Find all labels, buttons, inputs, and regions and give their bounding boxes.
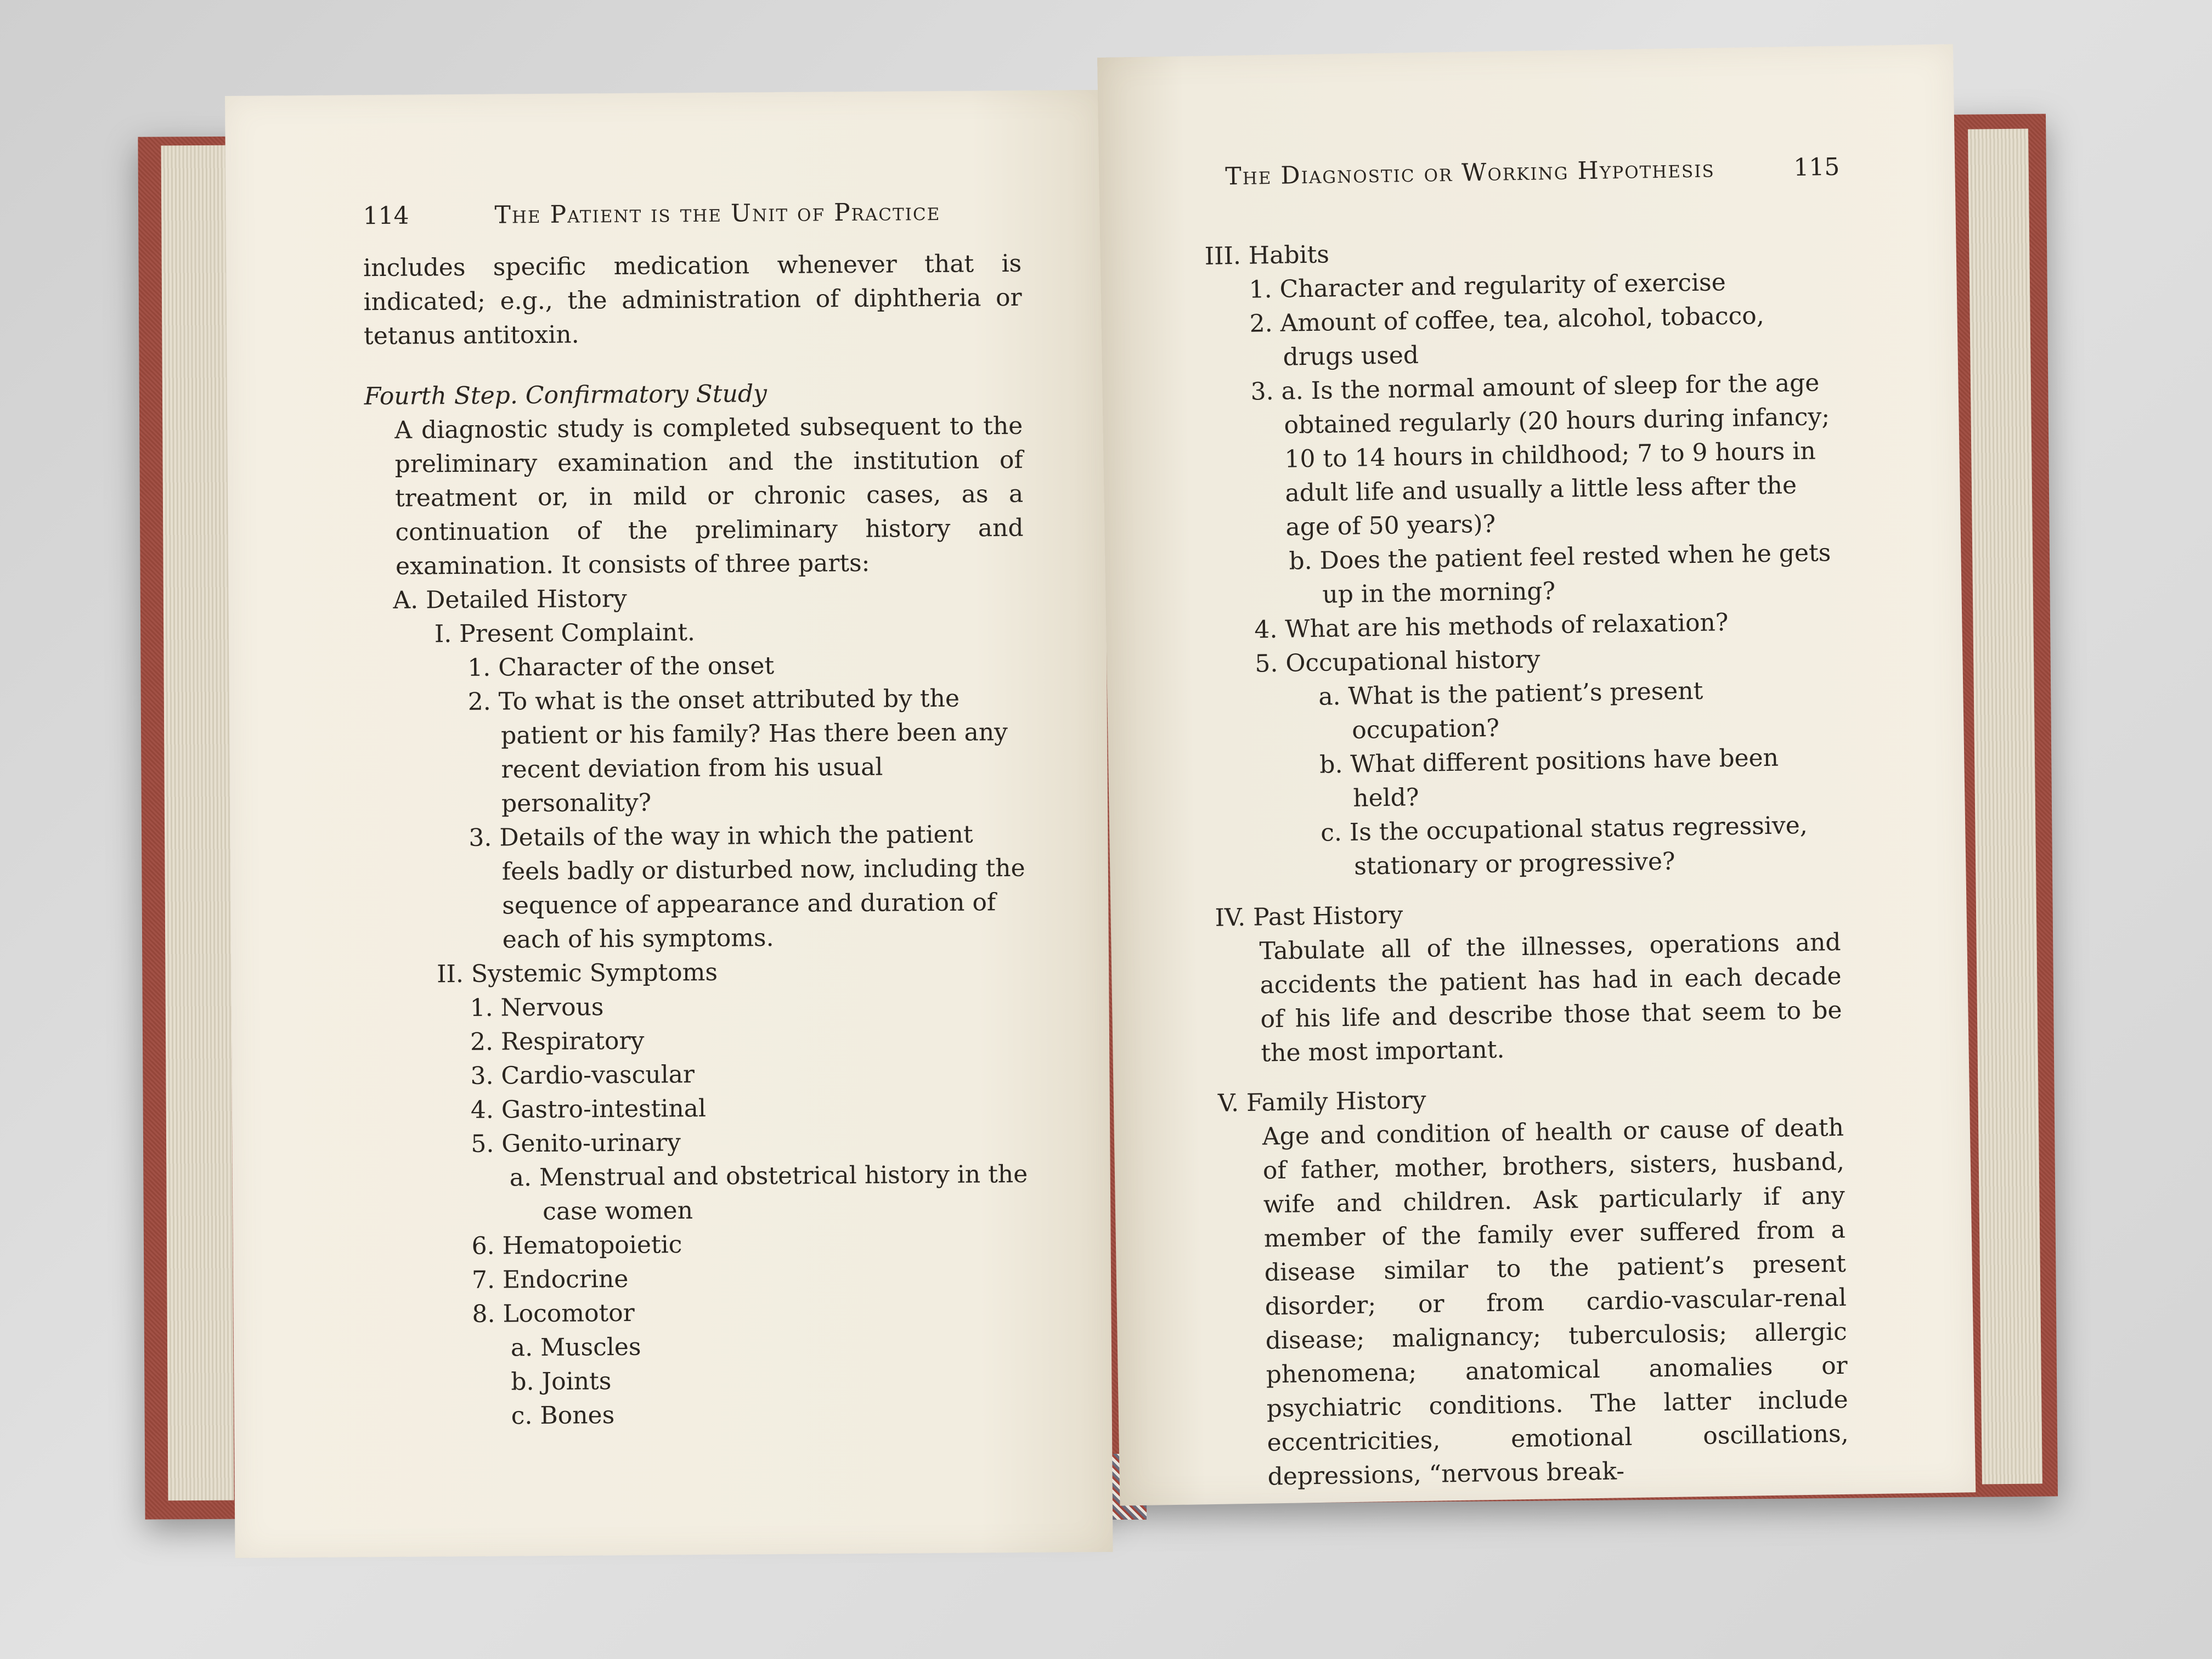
- locomotor-sub-a: a. Muscles: [510, 1333, 641, 1362]
- occupational-sub-c: c. Is the occupational status regressive, stationary or progressive?: [1320, 811, 1808, 881]
- complaint-item-1: 1. Character of the onset: [467, 652, 775, 682]
- left-running-head: The Patient is the Unit of Practice: [494, 198, 941, 229]
- past-history-paragraph: Tabulate all of the illnesses, operations and accidents the patient has had in each decade of his life and describe those that seem to be the most important.: [1259, 928, 1842, 1068]
- left-page-body: [363, 247, 1030, 1434]
- locomotor-sub-b: b. Joints: [511, 1367, 612, 1396]
- systemic-item-5: 5. Genito-urinary: [471, 1128, 681, 1158]
- habits-item-4: 4. What are his methods of relaxation?: [1254, 608, 1729, 644]
- systemic-item-3: 3. Cardio-vascular: [470, 1060, 695, 1090]
- present-complaint-heading: I. Present Complaint.: [434, 618, 696, 648]
- habits-item-1: 1. Character and regularity of exercise: [1249, 268, 1726, 304]
- occupational-sub-b: b. What different positions have been held?: [1319, 743, 1779, 812]
- family-history-heading: V. Family History: [1217, 1086, 1426, 1118]
- right-page: [1097, 44, 1976, 1505]
- systemic-symptoms-heading: II. Systemic Symptoms: [437, 958, 718, 989]
- systemic-item-2: 2. Respiratory: [470, 1026, 645, 1056]
- right-running-head: The Diagnostic or Working Hypothesis: [1225, 155, 1715, 191]
- section-a-heading: A. Detailed History: [393, 584, 627, 614]
- past-history-heading: IV. Past History: [1215, 901, 1403, 932]
- habits-heading: III. Habits: [1204, 240, 1330, 270]
- systemic-item-8: 8. Locomotor: [472, 1299, 635, 1328]
- complaint-item-2: 2. To what is the onset attributed by the patient or his family? Has there been any recent deviation from his usual personality?: [467, 684, 1008, 818]
- step-heading: Fourth Step. Confirmatory Study: [364, 380, 768, 411]
- left-page-number: 114: [363, 201, 409, 230]
- right-page-number: 115: [1793, 153, 1840, 182]
- family-history-paragraph: Age and condition of health or cause of death of father, mother, brothers, sisters, husband, wife and children. Ask particularly if any member of the family ever suffered from a disease similar to the patient’s present disorder; or from cardio-vascular-renal disease; malignancy; tuberculosis; allergic phenomena; anatomical anomalies or psychiatric conditions. The latter include eccentricities, emotional oscillations, depressions, “nervous break-: [1262, 1113, 1849, 1491]
- left-page: [225, 90, 1113, 1558]
- habits-item-2: 2. Amount of coffee, tea, alcohol, tobacco, drugs used: [1249, 301, 1765, 371]
- systemic-item-7: 7. Endocrine: [471, 1265, 629, 1294]
- locomotor-sub-c: c. Bones: [511, 1401, 615, 1430]
- systemic-item-4: 4. Gastro-intestinal: [470, 1094, 707, 1124]
- systemic-item-6: 6. Hematopoietic: [471, 1231, 682, 1260]
- intro-paragraph: includes specific medication whenever that is indicated; e.g., the administration of diphtheria or tetanus antitoxin.: [363, 249, 1022, 351]
- step-paragraph: A diagnostic study is completed subsequent to the preliminary examination and the institution of treatment or, in mild or chronic cases, as a continuation of the preliminary history and examination. It consists of three parts:: [394, 411, 1024, 580]
- complaint-item-3: 3. Details of the way in which the patient feels badly or disturbed now, including the sequence of appearance and duration of each of his symptoms.: [469, 820, 1025, 954]
- right-page-body: [1204, 230, 1849, 1495]
- habits-item-3a: 3. a. Is the normal amount of sleep for the age obtained regularly (20 hours during infancy; 10 to 14 hours in childhood; 7 to 9 hours in adult life and usually a little less after the age of 50 years)?: [1250, 369, 1830, 541]
- occupational-sub-a: a. What is the patient’s present occupation?: [1318, 676, 1703, 744]
- genito-sub-item: a. Menstrual and obstetrical history in the case women: [509, 1160, 1028, 1226]
- habits-item-5: 5. Occupational history: [1254, 645, 1541, 678]
- page-edges-left: [161, 145, 234, 1501]
- systemic-item-1: 1. Nervous: [470, 993, 604, 1022]
- habits-item-3b: b. Does the patient feel rested when he gets up in the morning?: [1289, 539, 1831, 609]
